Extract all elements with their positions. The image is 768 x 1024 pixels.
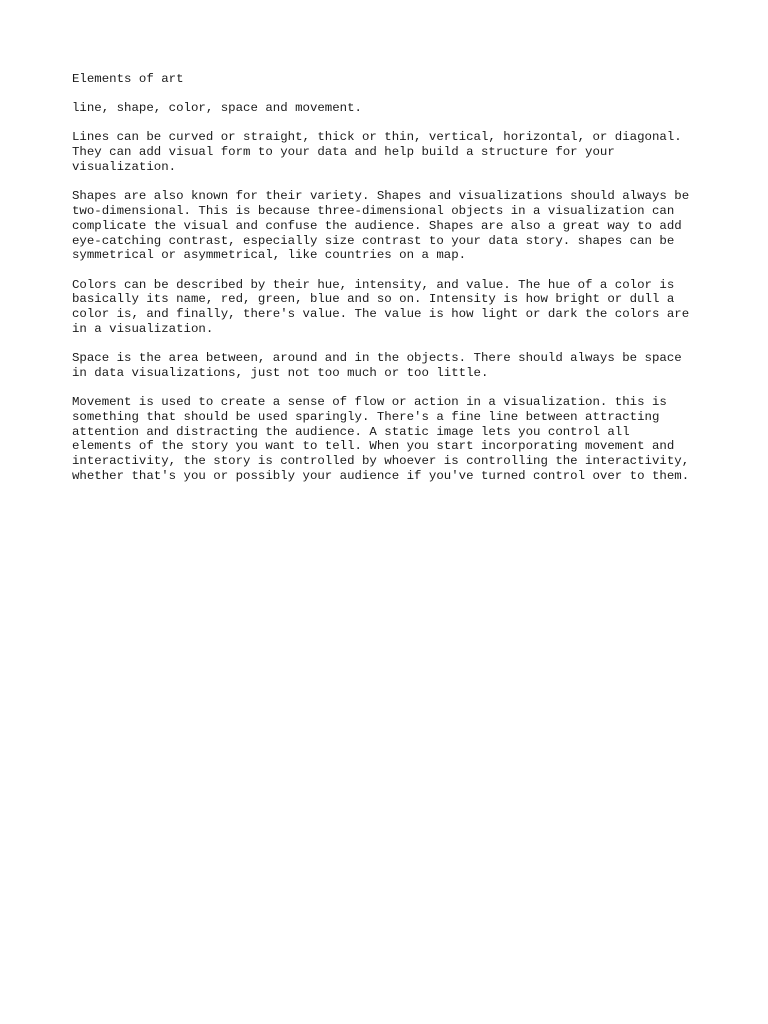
paragraph-space: Space is the area between, around and in the objects. There should always be space in data visualizations, just not too much or too little. — [72, 351, 682, 380]
document-title: Elements of art — [72, 72, 184, 86]
paragraph-shapes: Shapes are also known for their variety. Shapes and visualizations should always be two-dimensional. This is because three-dimensional objects in a visualization can complicate the visual and confuse the audience. Shapes are also a great way to add eye-catching contrast, especially size contrast to your data story. shapes can be symmetrical or asymmetrical, like countries on a map. — [72, 189, 690, 263]
paragraph-movement: Movement is used to create a sense of flow or action in a visualization. this is something that should be used sparingly. There's a fine line between attracting attention and distracting the audience. A static image lets you control all elements of the story you want to tell. When you start incorporating movement and interactivity, the story is controlled by whoever is controlling the interactivity, whether that's you or possibly your audience if you've turned control over to them. — [72, 395, 690, 484]
document-subtitle: line, shape, color, space and movement. — [72, 101, 362, 116]
paragraph-colors: Colors can be described by their hue, intensity, and value. The hue of a color is basically its name, red, green, blue and so on. Intensity is how bright or dull a color is, and finally, there's value. The value is how light or dark the colors are in a visualization. — [72, 277, 690, 336]
document-page — [72, 72, 712, 498]
paragraph-lines: Lines can be curved or straight, thick or thin, vertical, horizontal, or diagonal. They can add visual form to your data and help build a structure for your visualization. — [72, 130, 682, 174]
